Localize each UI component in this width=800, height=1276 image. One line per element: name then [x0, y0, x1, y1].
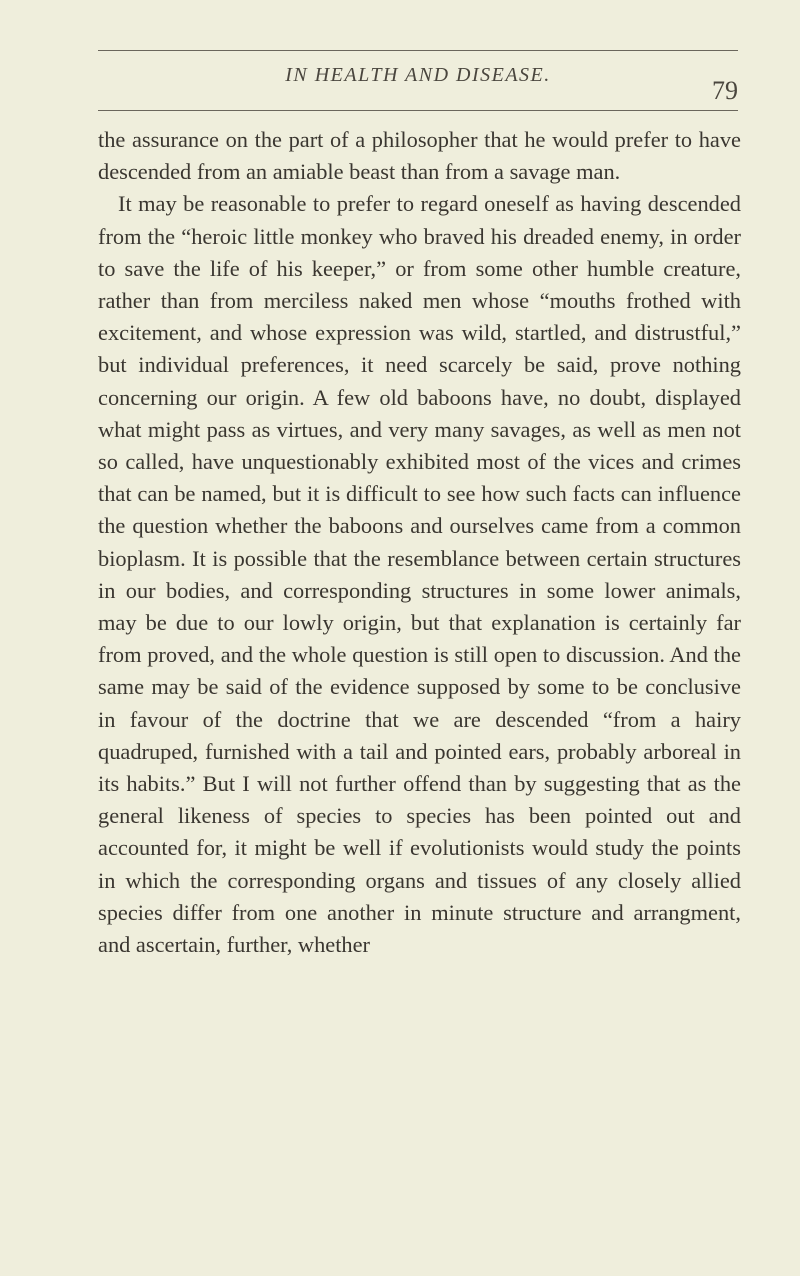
body-text [98, 124, 741, 961]
paragraph: It may be reasonable to prefer to regard oneself as having descended from the “heroic little monkey who braved his dreaded enemy, in order to save the life of his keeper,” or from some other humble creature, rather than from merciless naked men whose “mouths frothed with excitement, and whose expression was wild, startled, and distrustful,” but individual preferences, it need scarcely be said, prove nothing concerning our origin. A few old baboons have, no doubt, displayed what might pass as virtues, and very many savages, as well as men not so called, have unquestionably exhibited most of the vices and crimes that can be named, but it is difficult to see how such facts can influence the question whether the baboons and ourselves came from a common bioplasm. It is possible that the resemblance between certain structures in our bodies, and corresponding structures in some lower animals, may be due to our lowly origin, but that explanation is certainly far from proved, and the whole question is still open to discussion. And the same may be said of the evidence supposed by some to be conclusive in favour of the doctrine that we are descended “from a hairy quadruped, furnished with a tail and pointed ears, probably arboreal in its habits.” But I will not further offend than by suggesting that as the general likeness of species to species has been pointed out and accounted for, it might be well if evolutionists would study the points in which the corresponding organs and tissues of any closely allied species differ from one another in minute structure and arrangment, and ascertain, further, whether [98, 191, 741, 958]
page-number: 79 [712, 76, 738, 105]
header-rule [98, 110, 738, 111]
top-rule [98, 50, 738, 51]
running-head: IN HEALTH AND DISEASE. [285, 64, 551, 86]
paragraph-continued: the assurance on the part of a philosopher that he would prefer to have descended from an amiable beast than from a savage man. [98, 127, 741, 185]
